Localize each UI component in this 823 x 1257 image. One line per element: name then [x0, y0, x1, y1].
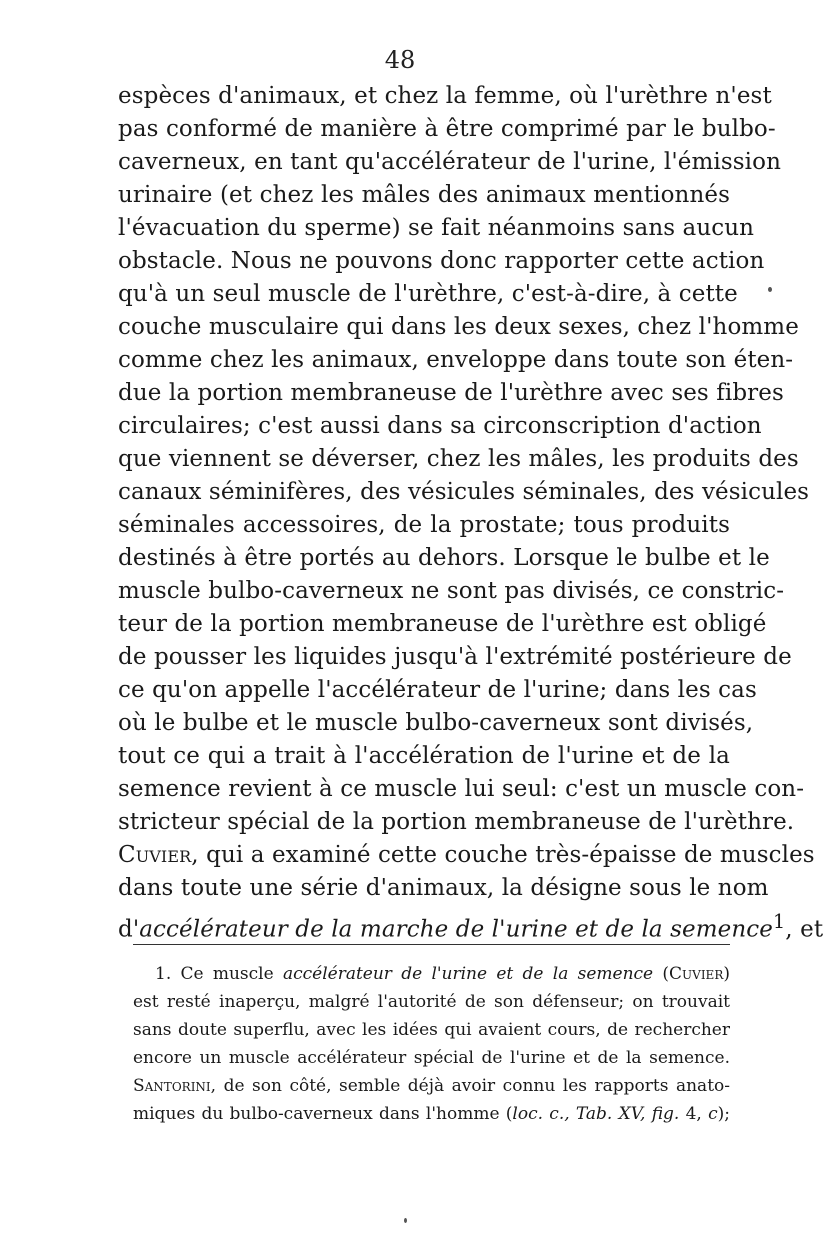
text-line: destinés à être portés au dehors. Lorsque le bulbe et le	[118, 545, 770, 571]
text-line: qu'à un seul muscle de l'urèthre, c'est-à-dire, à cette	[118, 281, 738, 307]
paper-speck	[404, 1218, 407, 1223]
text-line: de pousser les liquides jusqu'à l'extrémité postérieure de	[118, 644, 792, 670]
text-line: urinaire (et chez les mâles des animaux mentionnés	[118, 182, 730, 208]
text-line: espèces d'animaux, et chez la femme, où l'urèthre n'est	[118, 83, 772, 109]
citation-italic: loc. c., Tab. XV, fig.	[512, 1104, 680, 1124]
footnote-line: encore un muscle accélérateur spécial de l'urine et de la semence.	[133, 1048, 730, 1068]
text-line: due la portion membraneuse de l'urèthre avec ses fibres	[118, 380, 784, 406]
text-line	[118, 839, 815, 872]
text-line: dans toute une série d'animaux, la désigne sous le nom	[118, 875, 769, 901]
footnote-line: sans doute superflu, avec les idées qui avaient cours, de rechercher	[133, 1020, 730, 1040]
text-line: canaux séminifères, des vésicules séminales, des vésicules	[118, 479, 810, 505]
text-line: tout ce qui a trait à l'accélération de l'urine et de la	[118, 743, 730, 769]
paper-speck	[768, 287, 772, 292]
footnote-line: est resté inaperçu, malgré l'autorité de son défenseur; on trouvait	[133, 992, 730, 1012]
footnote-line	[133, 960, 730, 988]
text-fragment: 4,	[679, 1104, 709, 1124]
author-name: Santorini	[133, 1076, 211, 1096]
text-line: où le bulbe et le muscle bulbo-caverneux sont divisés,	[118, 710, 754, 736]
footnote-line	[133, 1072, 730, 1100]
text-line: caverneux, en tant qu'accélérateur de l'urine, l'émission	[118, 149, 781, 175]
text-line: pas conformé de manière à être comprimé par le bulbo-	[118, 116, 776, 142]
text-line: ce qu'on appelle l'accélérateur de l'urine; dans les cas	[118, 677, 757, 703]
text-fragment: (	[653, 964, 670, 984]
text-line: semence revient à ce muscle lui seul: c'est un muscle con-	[118, 776, 805, 802]
author-name: Cuvier	[118, 842, 192, 868]
text-line: couche musculaire qui dans les deux sexes, chez l'homme	[118, 314, 799, 340]
author-name: Cuvier	[669, 964, 724, 984]
text-line: l'évacuation du sperme) se fait néanmoins sans aucun	[118, 215, 755, 241]
footnote-number: 1.	[155, 964, 172, 984]
footnote-line	[133, 1100, 730, 1128]
text-fragment: , et	[785, 916, 823, 943]
text-line: stricteur spécial de la portion membraneuse de l'urèthre.	[118, 809, 795, 835]
text-line	[118, 905, 823, 943]
page-number: 48	[384, 46, 416, 74]
footnote	[133, 960, 730, 1128]
text-line: muscle bulbo-caverneux ne sont pas divisés, ce constric-	[118, 578, 785, 604]
footnote-separator	[133, 944, 730, 945]
text-fragment: Ce muscle	[171, 964, 283, 984]
text-line: circulaires; c'est aussi dans sa circonscription d'action	[118, 413, 762, 439]
main-text-block	[118, 80, 823, 943]
text-fragment: );	[717, 1104, 731, 1124]
text-fragment: miques du bulbo-caverneux dans l'homme (	[133, 1104, 513, 1124]
text-fragment: )	[723, 964, 730, 984]
text-line: que viennent se déverser, chez les mâles, les produits des	[118, 446, 799, 472]
text-line: obstacle. Nous ne pouvons donc rapporter cette action	[118, 248, 765, 274]
footnote-marker: 1	[773, 910, 786, 933]
text-fragment: d'	[118, 916, 140, 943]
text-line: teur de la portion membraneuse de l'urèthre est obligé	[118, 611, 767, 637]
text-fragment: , de son côté, semble déjà avoir connu les rapports anato-	[210, 1076, 730, 1096]
text-fragment: , qui a examiné cette couche très-épaisse de muscles	[191, 842, 815, 868]
text-line: comme chez les animaux, enveloppe dans toute son éten-	[118, 347, 794, 373]
text-line: séminales accessoires, de la prostate; tous produits	[118, 512, 730, 538]
citation-italic: c	[708, 1104, 718, 1124]
italic-term: accélérateur de la marche de l'urine et de la semence	[139, 916, 773, 943]
italic-term: accélérateur de l'urine et de la semence	[282, 964, 654, 984]
